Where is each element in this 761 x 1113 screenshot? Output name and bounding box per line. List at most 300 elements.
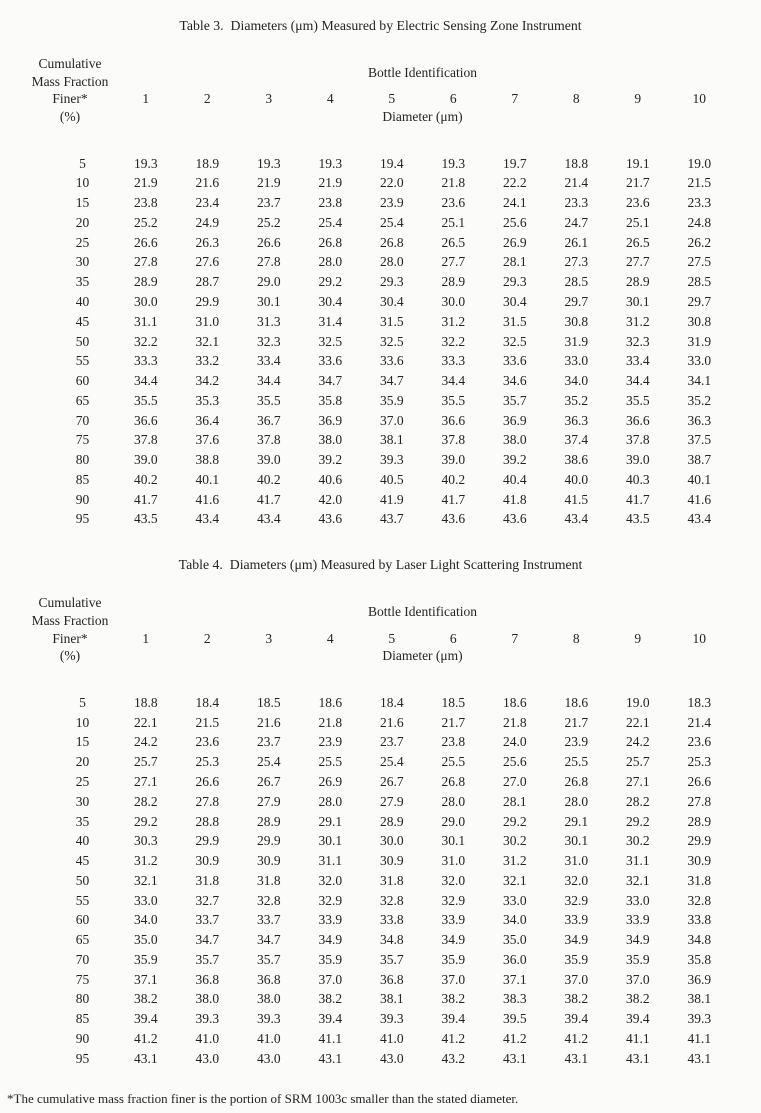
diameter-value-cell: 28.5 <box>687 274 712 290</box>
row-header-line-4: (%) <box>59 108 81 124</box>
table-row <box>0 430 730 450</box>
table4-section <box>0 556 761 1068</box>
diameter-value-cell: 29.1 <box>318 813 343 829</box>
bottle-column-header: 1 <box>142 630 150 646</box>
diameter-value-cell: 23.8 <box>441 734 466 750</box>
diameter-value-cell: 43.1 <box>318 1050 343 1066</box>
diameter-value-cell: 29.2 <box>502 813 527 829</box>
bottle-column-header: 4 <box>326 91 334 107</box>
diameter-value-cell: 32.3 <box>625 333 650 349</box>
diameter-value-cell: 26.7 <box>379 773 404 789</box>
diameter-value-cell: 33.6 <box>502 353 527 369</box>
diameter-value-cell: 22.0 <box>379 175 404 191</box>
diameter-value-cell: 39.5 <box>502 1011 527 1027</box>
diameter-value-cell: 41.7 <box>256 491 281 507</box>
diameter-value-cell: 21.9 <box>318 175 343 191</box>
table-row <box>0 312 730 332</box>
diameter-value-cell: 23.8 <box>133 195 158 211</box>
table-row <box>0 450 730 470</box>
diameter-value-cell: 19.3 <box>318 155 343 171</box>
diameter-value-cell: 39.0 <box>133 452 158 468</box>
diameter-value-cell: 24.2 <box>625 734 650 750</box>
diameter-value-cell: 18.8 <box>564 155 589 171</box>
diameter-value-cell: 30.2 <box>502 833 527 849</box>
diameter-value-cell: 40.0 <box>564 471 589 487</box>
diameter-value-cell: 41.5 <box>564 491 589 507</box>
diameter-value-cell: 27.1 <box>133 773 158 789</box>
row-header-line-3: Finer* <box>52 630 88 646</box>
diameter-value-cell: 25.1 <box>625 214 650 230</box>
diameter-value-cell: 32.5 <box>502 333 527 349</box>
mass-fraction-cell: 20 <box>75 754 90 770</box>
table-row <box>0 752 730 772</box>
table-row <box>0 332 730 352</box>
bottle-column-header: 2 <box>203 91 211 107</box>
diameter-value-cell: 24.1 <box>502 195 527 211</box>
diameter-value-cell: 43.1 <box>687 1050 712 1066</box>
diameter-value-cell: 31.0 <box>564 853 589 869</box>
diameter-value-cell: 35.5 <box>441 392 466 408</box>
diameter-value-cell: 25.5 <box>441 754 466 770</box>
diameter-value-cell: 38.0 <box>256 991 281 1007</box>
mass-fraction-cell: 35 <box>75 274 90 290</box>
diameter-value-cell: 25.1 <box>441 214 466 230</box>
diameter-value-cell: 37.0 <box>441 971 466 987</box>
diameter-value-cell: 39.0 <box>256 452 281 468</box>
diameter-value-cell: 18.8 <box>133 694 158 710</box>
diameter-value-cell: 30.9 <box>195 853 220 869</box>
diameter-value-cell: 30.1 <box>441 833 466 849</box>
diameter-value-cell: 21.5 <box>687 175 712 191</box>
diameter-value-cell: 27.5 <box>687 254 712 270</box>
diameter-value-cell: 29.0 <box>441 813 466 829</box>
diameter-value-cell: 21.9 <box>256 175 281 191</box>
diameter-value-cell: 36.9 <box>502 412 527 428</box>
diameter-value-cell: 32.8 <box>379 892 404 908</box>
table-row <box>0 411 730 431</box>
diameter-value-cell: 21.6 <box>379 714 404 730</box>
diameter-value-cell: 26.6 <box>687 773 712 789</box>
mass-fraction-cell: 45 <box>75 313 90 329</box>
diameter-value-cell: 29.3 <box>379 274 404 290</box>
diameter-value-cell: 38.7 <box>687 452 712 468</box>
diameter-value-cell: 30.0 <box>379 833 404 849</box>
bottle-column-header: 10 <box>692 630 706 646</box>
diameter-value-cell: 18.4 <box>379 694 404 710</box>
diameter-value-cell: 35.8 <box>318 392 343 408</box>
diameter-value-cell: 23.7 <box>256 195 281 211</box>
diameter-value-cell: 18.4 <box>195 694 220 710</box>
diameter-value-cell: 21.9 <box>133 175 158 191</box>
diameter-value-cell: 31.2 <box>133 853 158 869</box>
diameter-value-cell: 35.9 <box>318 951 343 967</box>
mass-fraction-cell: 55 <box>75 353 90 369</box>
diameter-value-cell: 30.3 <box>133 833 158 849</box>
table-row <box>0 851 730 871</box>
diameter-value-cell: 24.9 <box>195 214 220 230</box>
diameter-value-cell: 39.2 <box>318 452 343 468</box>
diameter-value-cell: 39.3 <box>379 1011 404 1027</box>
table-row <box>0 693 730 713</box>
diameter-value-cell: 29.9 <box>195 833 220 849</box>
mass-fraction-cell: 75 <box>75 971 90 987</box>
diameter-value-cell: 33.7 <box>256 912 281 928</box>
diameter-value-cell: 23.8 <box>318 195 343 211</box>
mass-fraction-cell: 95 <box>75 1050 90 1066</box>
table-row <box>0 510 730 530</box>
diameter-value-cell: 33.9 <box>564 912 589 928</box>
diameter-value-cell: 39.2 <box>502 452 527 468</box>
diameter-value-cell: 29.9 <box>687 833 712 849</box>
diameter-value-cell: 28.7 <box>195 274 220 290</box>
diameter-value-cell: 23.3 <box>687 195 712 211</box>
diameter-value-cell: 38.8 <box>195 452 220 468</box>
diameter-value-cell: 29.2 <box>625 813 650 829</box>
diameter-value-cell: 23.4 <box>195 195 220 211</box>
mass-fraction-cell: 85 <box>75 471 90 487</box>
diameter-value-cell: 31.0 <box>441 853 466 869</box>
diameter-value-cell: 22.2 <box>502 175 527 191</box>
bottle-column-header: 7 <box>511 630 519 646</box>
diameter-value-cell: 26.1 <box>564 234 589 250</box>
diameter-value-cell: 41.1 <box>318 1030 343 1046</box>
diameter-value-cell: 28.0 <box>441 793 466 809</box>
mass-fraction-cell: 95 <box>75 511 90 527</box>
diameter-value-cell: 22.1 <box>133 714 158 730</box>
diameter-value-cell: 36.8 <box>379 971 404 987</box>
diameter-value-cell: 31.8 <box>687 872 712 888</box>
diameter-value-cell: 43.1 <box>564 1050 589 1066</box>
diameter-value-cell: 32.2 <box>441 333 466 349</box>
diameter-value-cell: 29.9 <box>256 833 281 849</box>
diameter-value-cell: 37.8 <box>625 432 650 448</box>
diameter-value-cell: 34.4 <box>256 373 281 389</box>
mass-fraction-cell: 55 <box>75 892 90 908</box>
mass-fraction-cell: 45 <box>75 853 90 869</box>
diameter-value-cell: 41.0 <box>256 1030 281 1046</box>
diameter-value-cell: 27.9 <box>379 793 404 809</box>
diameter-value-cell: 40.2 <box>441 471 466 487</box>
bottle-column-header: 7 <box>511 91 519 107</box>
diameter-value-cell: 30.9 <box>379 853 404 869</box>
diameter-value-cell: 26.5 <box>625 234 650 250</box>
bottle-column-header: 4 <box>326 630 334 646</box>
mass-fraction-cell: 30 <box>75 793 90 809</box>
diameter-value-cell: 23.6 <box>195 734 220 750</box>
diameter-value-cell: 31.2 <box>502 853 527 869</box>
diameter-value-cell: 19.3 <box>256 155 281 171</box>
diameter-value-cell: 19.7 <box>502 155 527 171</box>
diameter-value-cell: 43.1 <box>625 1050 650 1066</box>
diameter-value-cell: 31.1 <box>133 313 158 329</box>
diameter-value-cell: 23.6 <box>625 195 650 211</box>
diameter-value-cell: 41.6 <box>195 491 220 507</box>
table4-header <box>0 594 730 665</box>
diameter-value-cell: 41.9 <box>379 491 404 507</box>
diameter-value-cell: 36.9 <box>687 971 712 987</box>
diameter-value-cell: 27.0 <box>502 773 527 789</box>
diameter-value-cell: 39.4 <box>133 1011 158 1027</box>
diameter-value-cell: 19.4 <box>379 155 404 171</box>
diameter-value-cell: 19.0 <box>625 694 650 710</box>
diameter-value-cell: 28.0 <box>379 254 404 270</box>
bottle-column-header: 9 <box>634 91 642 107</box>
diameter-value-cell: 33.0 <box>133 892 158 908</box>
diameter-value-cell: 43.0 <box>195 1050 220 1066</box>
diameter-value-cell: 32.0 <box>564 872 589 888</box>
table-row <box>0 470 730 490</box>
table-row <box>0 233 730 253</box>
table-row <box>0 174 730 194</box>
diameter-value-cell: 43.6 <box>502 511 527 527</box>
bottle-column-header: 6 <box>449 630 457 646</box>
diameter-value-cell: 23.6 <box>687 734 712 750</box>
diameter-value-cell: 40.4 <box>502 471 527 487</box>
diameter-value-cell: 25.6 <box>502 214 527 230</box>
diameter-value-cell: 35.9 <box>133 951 158 967</box>
diameter-value-cell: 26.8 <box>318 234 343 250</box>
diameter-value-cell: 34.0 <box>564 373 589 389</box>
row-header-line-1: Cumulative <box>38 595 102 611</box>
diameter-value-cell: 35.2 <box>564 392 589 408</box>
diameter-value-cell: 36.3 <box>687 412 712 428</box>
diameter-value-cell: 29.3 <box>502 274 527 290</box>
diameter-value-cell: 36.3 <box>564 412 589 428</box>
table-row <box>0 713 730 733</box>
mass-fraction-cell: 25 <box>75 773 90 789</box>
mass-fraction-cell: 70 <box>75 951 90 967</box>
diameter-unit-header: Diameter (μm) <box>382 108 463 124</box>
diameter-value-cell: 31.9 <box>564 333 589 349</box>
table-row <box>0 891 730 911</box>
table-row <box>0 970 730 990</box>
diameter-value-cell: 25.7 <box>625 754 650 770</box>
diameter-value-cell: 43.1 <box>502 1050 527 1066</box>
bottle-column-header: 2 <box>203 630 211 646</box>
diameter-value-cell: 30.1 <box>318 833 343 849</box>
diameter-value-cell: 34.4 <box>625 373 650 389</box>
diameter-value-cell: 31.1 <box>318 853 343 869</box>
diameter-value-cell: 25.5 <box>564 754 589 770</box>
diameter-value-cell: 32.7 <box>195 892 220 908</box>
diameter-value-cell: 19.1 <box>625 155 650 171</box>
diameter-value-cell: 41.2 <box>502 1030 527 1046</box>
diameter-value-cell: 32.9 <box>441 892 466 908</box>
mass-fraction-cell: 80 <box>75 991 90 1007</box>
diameter-value-cell: 26.6 <box>133 234 158 250</box>
diameter-value-cell: 41.7 <box>133 491 158 507</box>
diameter-value-cell: 41.2 <box>564 1030 589 1046</box>
bottle-column-header: 10 <box>692 91 706 107</box>
diameter-value-cell: 19.3 <box>133 155 158 171</box>
diameter-value-cell: 28.9 <box>625 274 650 290</box>
table4-body <box>0 693 730 1069</box>
diameter-value-cell: 33.9 <box>625 912 650 928</box>
diameter-value-cell: 35.0 <box>133 932 158 948</box>
table-row <box>0 1049 730 1069</box>
diameter-value-cell: 43.2 <box>441 1050 466 1066</box>
diameter-value-cell: 28.9 <box>687 813 712 829</box>
row-header-line-3: Finer* <box>52 91 88 107</box>
diameter-value-cell: 32.0 <box>441 872 466 888</box>
diameter-value-cell: 35.7 <box>256 951 281 967</box>
diameter-value-cell: 37.1 <box>502 971 527 987</box>
diameter-value-cell: 32.1 <box>133 872 158 888</box>
diameter-value-cell: 27.6 <box>195 254 220 270</box>
diameter-value-cell: 23.6 <box>441 195 466 211</box>
diameter-value-cell: 38.2 <box>318 991 343 1007</box>
diameter-value-cell: 30.4 <box>318 293 343 309</box>
diameter-value-cell: 27.8 <box>256 254 281 270</box>
diameter-value-cell: 29.9 <box>195 293 220 309</box>
diameter-value-cell: 35.7 <box>195 951 220 967</box>
diameter-value-cell: 26.9 <box>318 773 343 789</box>
diameter-value-cell: 28.0 <box>564 793 589 809</box>
mass-fraction-cell: 60 <box>75 373 90 389</box>
table-row <box>0 812 730 832</box>
diameter-value-cell: 28.0 <box>318 793 343 809</box>
diameter-value-cell: 25.2 <box>133 214 158 230</box>
diameter-value-cell: 27.3 <box>564 254 589 270</box>
diameter-value-cell: 43.0 <box>256 1050 281 1066</box>
diameter-value-cell: 34.7 <box>256 932 281 948</box>
diameter-value-cell: 35.9 <box>625 951 650 967</box>
diameter-value-cell: 34.9 <box>625 932 650 948</box>
diameter-value-cell: 38.0 <box>502 432 527 448</box>
mass-fraction-cell: 90 <box>75 491 90 507</box>
table-row <box>0 490 730 510</box>
diameter-value-cell: 23.7 <box>379 734 404 750</box>
diameter-value-cell: 21.6 <box>195 175 220 191</box>
diameter-value-cell: 41.8 <box>502 491 527 507</box>
table-row <box>0 391 730 411</box>
diameter-value-cell: 43.1 <box>133 1050 158 1066</box>
diameter-value-cell: 32.9 <box>318 892 343 908</box>
diameter-value-cell: 31.8 <box>195 872 220 888</box>
table-row <box>0 253 730 273</box>
table-row <box>0 292 730 312</box>
diameter-value-cell: 40.1 <box>687 471 712 487</box>
diameter-value-cell: 18.6 <box>318 694 343 710</box>
mass-fraction-cell: 40 <box>75 833 90 849</box>
diameter-value-cell: 23.7 <box>256 734 281 750</box>
diameter-value-cell: 37.0 <box>625 971 650 987</box>
diameter-value-cell: 37.8 <box>441 432 466 448</box>
diameter-value-cell: 32.2 <box>133 333 158 349</box>
diameter-value-cell: 33.7 <box>195 912 220 928</box>
diameter-value-cell: 39.0 <box>625 452 650 468</box>
diameter-value-cell: 38.1 <box>379 991 404 1007</box>
diameter-value-cell: 38.3 <box>502 991 527 1007</box>
diameter-value-cell: 40.6 <box>318 471 343 487</box>
diameter-value-cell: 25.5 <box>318 754 343 770</box>
diameter-value-cell: 32.5 <box>379 333 404 349</box>
diameter-value-cell: 19.0 <box>687 155 712 171</box>
diameter-value-cell: 30.4 <box>379 293 404 309</box>
bottle-column-header: 5 <box>388 630 396 646</box>
diameter-value-cell: 34.2 <box>195 373 220 389</box>
diameter-value-cell: 35.9 <box>564 951 589 967</box>
diameter-value-cell: 43.4 <box>687 511 712 527</box>
diameter-value-cell: 29.0 <box>256 274 281 290</box>
diameter-value-cell: 36.7 <box>256 412 281 428</box>
diameter-value-cell: 35.7 <box>379 951 404 967</box>
diameter-value-cell: 27.1 <box>625 773 650 789</box>
diameter-value-cell: 40.5 <box>379 471 404 487</box>
diameter-value-cell: 43.0 <box>379 1050 404 1066</box>
mass-fraction-cell: 60 <box>75 912 90 928</box>
diameter-value-cell: 30.8 <box>564 313 589 329</box>
mass-fraction-cell: 40 <box>75 293 90 309</box>
diameter-value-cell: 43.4 <box>564 511 589 527</box>
diameter-value-cell: 34.1 <box>687 373 712 389</box>
diameter-value-cell: 35.2 <box>687 392 712 408</box>
diameter-value-cell: 41.7 <box>625 491 650 507</box>
bottle-column-header: 8 <box>572 630 580 646</box>
diameter-value-cell: 38.2 <box>564 991 589 1007</box>
diameter-value-cell: 25.3 <box>687 754 712 770</box>
diameter-value-cell: 28.5 <box>564 274 589 290</box>
table-row <box>0 351 730 371</box>
diameter-value-cell: 33.4 <box>625 353 650 369</box>
diameter-value-cell: 24.0 <box>502 734 527 750</box>
diameter-value-cell: 21.8 <box>441 175 466 191</box>
diameter-value-cell: 33.0 <box>502 892 527 908</box>
table3-section <box>0 17 761 529</box>
row-header-line-2: Mass Fraction <box>31 612 109 628</box>
mass-fraction-cell: 90 <box>75 1030 90 1046</box>
diameter-value-cell: 34.7 <box>379 373 404 389</box>
diameter-value-cell: 24.2 <box>133 734 158 750</box>
diameter-value-cell: 26.6 <box>195 773 220 789</box>
diameter-value-cell: 21.5 <box>195 714 220 730</box>
diameter-value-cell: 39.3 <box>687 1011 712 1027</box>
diameter-value-cell: 29.2 <box>318 274 343 290</box>
diameter-value-cell: 29.7 <box>687 293 712 309</box>
diameter-value-cell: 33.2 <box>195 353 220 369</box>
diameter-value-cell: 25.4 <box>379 214 404 230</box>
diameter-value-cell: 34.9 <box>318 932 343 948</box>
diameter-value-cell: 28.0 <box>318 254 343 270</box>
diameter-value-cell: 41.6 <box>687 491 712 507</box>
diameter-value-cell: 36.6 <box>133 412 158 428</box>
diameter-value-cell: 38.6 <box>564 452 589 468</box>
diameter-value-cell: 25.6 <box>502 754 527 770</box>
diameter-value-cell: 32.1 <box>625 872 650 888</box>
diameter-value-cell: 43.4 <box>195 511 220 527</box>
diameter-value-cell: 33.9 <box>441 912 466 928</box>
diameter-value-cell: 33.4 <box>256 353 281 369</box>
diameter-value-cell: 33.3 <box>133 353 158 369</box>
diameter-value-cell: 33.0 <box>625 892 650 908</box>
diameter-value-cell: 36.4 <box>195 412 220 428</box>
diameter-value-cell: 40.2 <box>256 471 281 487</box>
mass-fraction-cell: 80 <box>75 452 90 468</box>
diameter-value-cell: 34.6 <box>502 373 527 389</box>
mass-fraction-cell: 20 <box>75 214 90 230</box>
diameter-value-cell: 27.8 <box>133 254 158 270</box>
table-row <box>0 272 730 292</box>
mass-fraction-cell: 65 <box>75 932 90 948</box>
diameter-value-cell: 31.2 <box>441 313 466 329</box>
diameter-value-cell: 34.7 <box>195 932 220 948</box>
diameter-value-cell: 33.6 <box>318 353 343 369</box>
diameter-value-cell: 30.4 <box>502 293 527 309</box>
diameter-value-cell: 27.7 <box>625 254 650 270</box>
diameter-value-cell: 25.7 <box>133 754 158 770</box>
bottle-column-header: 8 <box>572 91 580 107</box>
diameter-value-cell: 32.5 <box>318 333 343 349</box>
